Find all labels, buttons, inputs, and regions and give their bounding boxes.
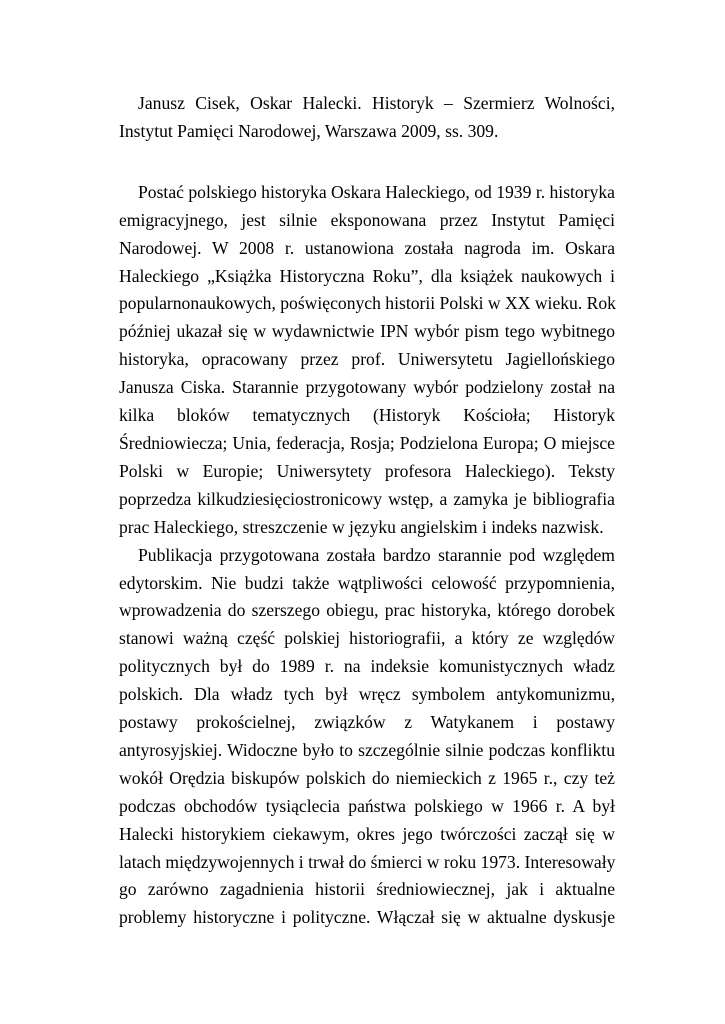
- paragraph-line: Postać polskiego historyka Oskara Haleckiego, od 1939 r. historyka: [138, 181, 615, 202]
- paragraph-line: politycznych był do 1989 r. na indeksie komunistycznych władz: [119, 656, 615, 677]
- paragraph-line: podczas obchodów tysiąclecia państwa polskiego w 1966 r. A był: [119, 795, 615, 816]
- paragraph-line: kilka bloków tematycznych (Historyk Kościoła; Historyk: [119, 405, 615, 426]
- paragraph-line: edytorskim. Nie budzi także wątpliwości celowość przypomnienia,: [119, 572, 615, 593]
- paragraph-line: Halecki historykiem ciekawym, okres jego twórczości zaczął się w: [119, 823, 615, 844]
- paragraph-line: Polski w Europie; Uniwersytety profesora Haleckiego). Teksty: [119, 460, 615, 481]
- paragraph-line: postawy prokościelnej, związków z Watykanem i postawy: [119, 712, 615, 733]
- review-header-line: Janusz Cisek, Oskar Halecki. Historyk – Szermierz Wolności,: [138, 93, 615, 113]
- paragraph-2: [119, 542, 615, 933]
- paragraph-line: Publikacja przygotowana została bardzo starannie pod względem: [138, 544, 615, 565]
- paragraph-line: później ukazał się w wydawnictwie IPN wybór pism tego wybitnego: [119, 321, 615, 342]
- paragraph-line: emigracyjnego, jest silnie eksponowana przez Instytut Pamięci: [119, 209, 615, 230]
- paragraph-line: stanowi ważną część polskiej historiografii, a który ze względów: [119, 628, 615, 649]
- paragraph-line: Haleckiego „Książka Historyczna Roku”, dla książek naukowych i: [119, 265, 615, 286]
- paragraph-line: Janusza Ciska. Starannie przygotowany wybór podzielony został na: [119, 377, 615, 398]
- section-spacer: [119, 146, 615, 179]
- paragraph-line: antyrosyjskiej. Widoczne było to szczególnie silnie podczas konfliktu: [119, 739, 615, 760]
- paragraph-line: wokół Orędzia biskupów polskich do niemieckich z 1965 r., czy też: [119, 767, 615, 788]
- paragraph-line: poprzedza kilkudziesięciostronicowy wstęp, a zamyka je bibliografia: [119, 488, 615, 509]
- paragraph-1: [119, 179, 615, 542]
- paragraph-line: go zarówno zagadnienia historii średniowiecznej, jak i aktualne: [119, 879, 615, 900]
- paragraph-line: wprowadzenia do szerszego obiegu, prac historyka, którego dorobek: [119, 600, 615, 621]
- paragraph-line: problemy historyczne i polityczne. Włączał się w aktualne dyskusje: [119, 907, 615, 928]
- paragraph-line: popularnonaukowych, poświęconych historii Polski w XX wieku. Rok: [119, 293, 616, 314]
- paragraph-line: polskich. Dla władz tych był wręcz symbolem antykomunizmu,: [119, 684, 615, 705]
- paragraph-line: Średniowiecza; Unia, federacja, Rosja; Podzielona Europa; O miejsce: [119, 432, 615, 453]
- document-page: [119, 90, 615, 932]
- review-header: [119, 90, 615, 146]
- paragraph-line: historyka, opracowany przez prof. Uniwersytetu Jagiellońskiego: [119, 349, 615, 370]
- paragraph-line: Narodowej. W 2008 r. ustanowiona została nagroda im. Oskara: [119, 237, 615, 258]
- review-header-line: Instytut Pamięci Narodowej, Warszawa 2009, ss. 309.: [119, 120, 499, 141]
- paragraph-line: prac Haleckiego, streszczenie w języku angielskim i indeks nazwisk.: [119, 516, 604, 537]
- paragraph-line: latach międzywojennych i trwał do śmierci w roku 1973. Interesowały: [119, 851, 616, 872]
